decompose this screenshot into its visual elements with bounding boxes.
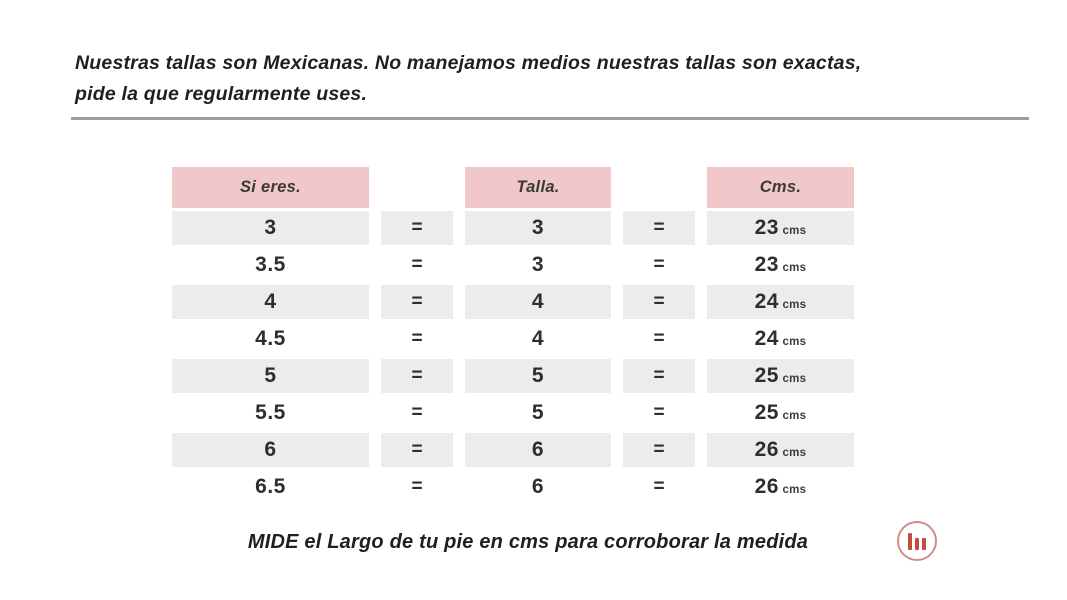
cell-talla: 3 [465,211,611,245]
equals-sign: = [381,211,453,245]
equals-sign: = [381,359,453,393]
cms-unit-label: cms [778,262,807,274]
measure-instruction-text: MIDE el Largo de tu pie en cms para corroborar la medida [247,531,809,553]
cell-si-eres: 3.5 [172,248,369,282]
equals-sign: = [623,248,695,282]
equals-sign: = [381,470,453,504]
header-spacer [381,167,453,208]
size-chart-table [160,164,866,507]
cell-cms [707,433,854,467]
cell-talla: 5 [465,396,611,430]
cms-unit-label: cms [778,225,807,237]
cell-cms [707,470,854,504]
cell-cms [707,248,854,282]
intro-line-1: Nuestras tallas son Mexicanas. No manejamos medios nuestras tallas son exactas, [75,52,862,74]
cell-talla: 5 [465,359,611,393]
cms-unit-label: cms [778,484,807,496]
cms-value: 24 [754,290,779,313]
equals-sign: = [623,433,695,467]
cell-talla: 3 [465,248,611,282]
cms-unit-label: cms [778,447,807,459]
equals-sign: = [623,359,695,393]
equals-sign: = [381,285,453,319]
cell-talla: 4 [465,322,611,356]
brand-logo-icon [897,521,937,561]
cell-talla: 6 [465,470,611,504]
cms-unit-label: cms [778,336,807,348]
cell-cms [707,285,854,319]
cell-cms [707,322,854,356]
intro-line-2: pide la que regularmente uses. [75,83,368,105]
size-row [172,470,854,504]
cell-cms [707,211,854,245]
header-cms: Cms. [707,167,854,208]
size-chart-rows [172,211,854,504]
cms-unit-label: cms [778,410,807,422]
cms-value: 23 [754,216,779,239]
header-spacer [623,167,695,208]
cell-si-eres: 4 [172,285,369,319]
size-row [172,359,854,393]
cell-cms [707,359,854,393]
size-row [172,285,854,319]
equals-sign: = [623,285,695,319]
size-row [172,396,854,430]
cms-value: 26 [754,475,779,498]
cell-si-eres: 5 [172,359,369,393]
cms-unit-label: cms [778,373,807,385]
equals-sign: = [381,396,453,430]
size-row [172,322,854,356]
equals-sign: = [623,211,695,245]
size-row [172,211,854,245]
equals-sign: = [623,322,695,356]
cms-value: 26 [754,438,779,461]
three-bars-glyph [908,533,927,550]
equals-sign: = [623,396,695,430]
header-talla: Talla. [465,167,611,208]
size-row [172,248,854,282]
size-chart-header-row [172,167,854,208]
equals-sign: = [381,322,453,356]
cell-talla: 6 [465,433,611,467]
sizing-intro-text [75,48,975,110]
cell-cms [707,396,854,430]
cms-unit-label: cms [778,299,807,311]
cms-value: 25 [754,401,779,424]
cell-si-eres: 6 [172,433,369,467]
size-row [172,433,854,467]
cms-value: 25 [754,364,779,387]
equals-sign: = [381,433,453,467]
equals-sign: = [623,470,695,504]
header-si-eres: Si eres. [172,167,369,208]
cms-value: 23 [754,253,779,276]
cell-si-eres: 5.5 [172,396,369,430]
equals-sign: = [381,248,453,282]
divider-line [71,117,1029,120]
cms-value: 24 [754,327,779,350]
cell-si-eres: 4.5 [172,322,369,356]
cell-talla: 4 [465,285,611,319]
cell-si-eres: 3 [172,211,369,245]
cell-si-eres: 6.5 [172,470,369,504]
